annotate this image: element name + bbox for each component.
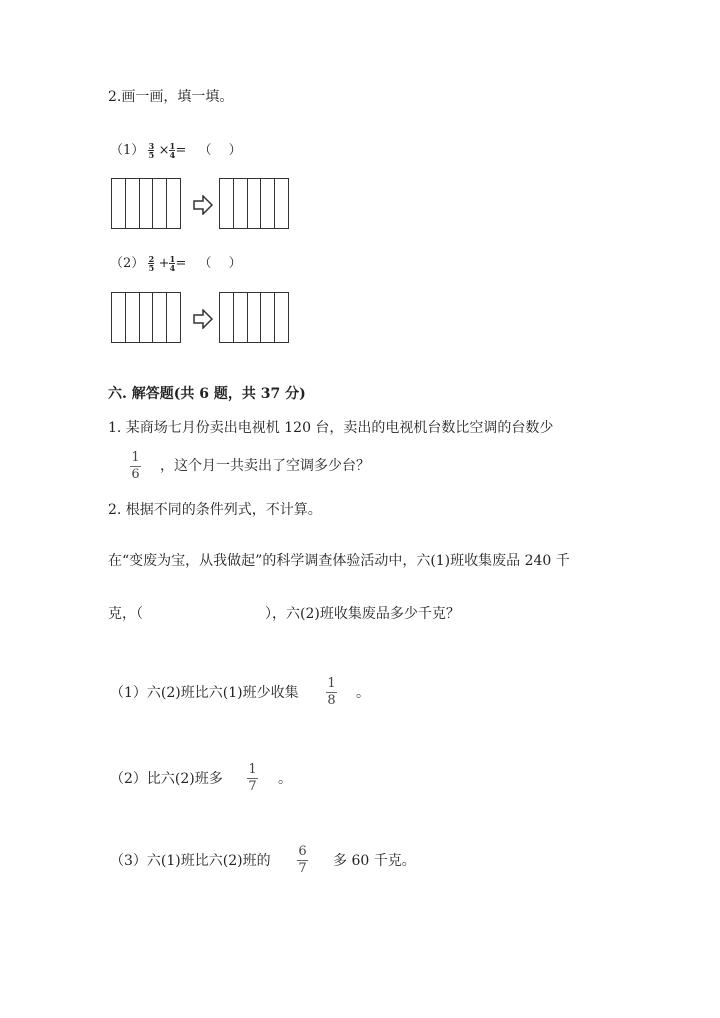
q1-text: 1. 某商场七月份卖出电视机 120 台，卖出的电视机台数比空调的台数少	[108, 420, 554, 436]
answer-blank[interactable]: （ ）	[198, 143, 242, 158]
q1-text-cont: ，这个月一共卖出了空调多少台？	[160, 458, 370, 474]
q2-text-cont	[108, 605, 460, 623]
rectangle-diagram-answer[interactable]	[219, 292, 289, 343]
arrow-right-icon	[192, 309, 214, 329]
operator: ×	[158, 143, 170, 158]
condition-3-end: 多 60 千克。	[333, 853, 416, 869]
condition-2-end: 。	[278, 771, 292, 787]
fraction: $\frac{3}{5}$	[148, 141, 155, 160]
draw-item-2	[110, 255, 242, 273]
fraction: $\frac{1}{4}$	[169, 141, 176, 160]
fraction-6-7: 6 7	[298, 844, 307, 876]
rectangle-diagram-answer[interactable]	[219, 178, 289, 229]
question-title: 2.画一画，填一填。	[108, 89, 234, 105]
fraction: $\frac{2}{5}$	[148, 254, 155, 273]
text: ），六(2)班收集废品多少千克？	[265, 606, 460, 622]
item-label: （2）	[110, 256, 145, 271]
condition-1-end: 。	[356, 685, 370, 701]
q2-text: 在“变废为宝，从我做起”的科学调查体验活动中，六(1)班收集废品 240 千	[108, 553, 570, 569]
draw-item-1	[110, 142, 242, 160]
section-title: 六. 解答题(共 6 题，共 37 分)	[108, 386, 306, 402]
equals: =	[175, 143, 187, 158]
equals: =	[175, 256, 187, 271]
condition-3: （3）六(1)班比六(2)班的	[110, 853, 271, 869]
fraction-1-7: 1 7	[248, 762, 257, 794]
q2-title: 2. 根据不同的条件列式，不计算。	[108, 502, 322, 518]
condition-2: （2）比六(2)班多	[110, 771, 223, 787]
text: 克，（	[108, 606, 143, 622]
condition-1: （1）六(2)班比六(1)班少收集	[110, 685, 299, 701]
fraction-1-8: 1 8	[327, 676, 336, 708]
fraction: $\frac{1}{4}$	[169, 254, 176, 273]
arrow-right-icon	[192, 195, 214, 215]
fraction-1-6: 1 6	[131, 450, 140, 482]
rectangle-diagram	[111, 292, 181, 343]
rectangle-diagram	[111, 178, 181, 229]
item-label: （1）	[110, 143, 145, 158]
operator: +	[158, 256, 170, 271]
answer-blank[interactable]: （ ）	[198, 256, 242, 271]
